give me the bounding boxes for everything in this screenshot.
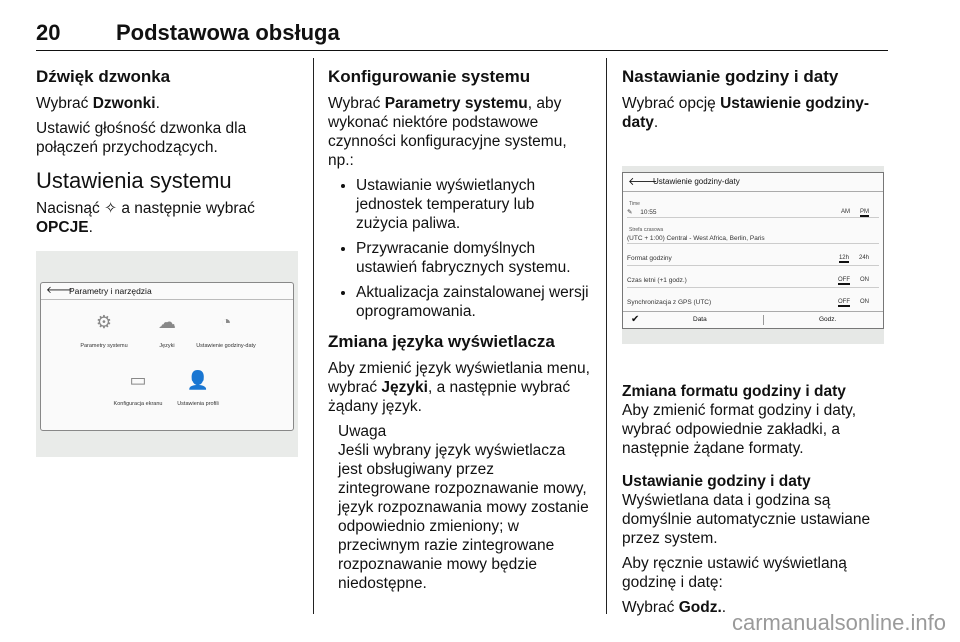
column-2 (328, 66, 590, 593)
back-arrow-icon[interactable]: 🡐 (628, 176, 658, 188)
time-settings-footer (623, 311, 883, 328)
off-option[interactable]: OFF (838, 277, 850, 283)
config-bullet-list (328, 176, 590, 321)
note-box (328, 422, 590, 593)
list-item: • Aktualizacja zainstalowanej wersji oprogramowania. (356, 283, 590, 321)
config-heading: Konfigurowanie systemu (328, 67, 531, 86)
tile-system-parameters[interactable]: ⚙ Parametry systemu (69, 311, 139, 356)
pm-option[interactable]: PM (860, 209, 869, 215)
date-button[interactable]: Data (693, 316, 707, 323)
time-button[interactable]: Godz. (819, 316, 837, 323)
gps-sync-label: Synchronizacja z GPS (UTC) (627, 299, 712, 306)
config-paragraph: Wybrać Parametry systemu, aby wykonać niektóre podstawowe czynności konfiguracyjne systemu, np.: (328, 95, 567, 169)
gps-sync-row[interactable] (627, 293, 879, 309)
screen-icon: ▭ (129, 370, 147, 390)
pencil-icon: ✎ (627, 209, 633, 216)
note-title: Uwaga (338, 423, 387, 440)
tile-screen-configuration[interactable]: ▭ Konfiguracja ekranu (103, 369, 173, 414)
set-time-paragraph-2: Aby ręcznie ustawić wyświetlaną godzinę i datę: (622, 555, 847, 591)
system-settings-heading: Ustawienia systemu (36, 168, 232, 193)
set-time-paragraph-1: Wyświetlana data i godzina są domyślnie automatycznie ustawiane przez system. (622, 492, 871, 547)
time-label: Time (629, 201, 640, 207)
tools-screen-figure (36, 251, 298, 457)
on-option[interactable]: ON (860, 277, 869, 283)
speech-icon: ☁ (158, 312, 176, 332)
tile-profile-settings[interactable]: 👤 Ustawienia profili (163, 369, 233, 414)
tools-screen (40, 282, 294, 431)
page-number: 20 (36, 20, 61, 45)
column-divider (313, 58, 314, 614)
ringtone-paragraph-1: Wybrać Dzwonki. (36, 95, 160, 112)
watermark: carmanualsonline.info (731, 610, 946, 635)
time-settings-title: Ustawienie godziny-daty (653, 177, 740, 186)
set-time-heading: Ustawianie godziny i daty (622, 473, 811, 490)
clock-icon: ◔ (220, 312, 232, 332)
list-item: • Przywracanie domyślnych ustawień fabrycznych systemu. (356, 239, 590, 277)
profile-icon: 👤 (186, 370, 210, 390)
tile-languages[interactable]: ☁ Języki (132, 311, 202, 356)
ringtone-heading: Dźwięk dzwonka (36, 67, 171, 86)
check-icon[interactable]: ✔ (631, 314, 640, 325)
column-3 (622, 66, 884, 623)
column-1 (36, 66, 298, 457)
system-settings-paragraph: Nacisnąć ✧ a następnie wybrać OPCJE. (36, 200, 255, 236)
format-heading: Zmiana formatu godziny i daty (622, 383, 846, 400)
daylight-saving-row[interactable] (627, 271, 879, 288)
time-settings-title-bar (623, 173, 883, 192)
page-title: Podstawowa obsługa (116, 20, 340, 45)
time-format-row[interactable] (627, 249, 879, 266)
time-date-paragraph: Wybrać opcję Ustawienie godziny-daty. (622, 95, 870, 131)
time-date-heading: Nastawianie godziny i daty (622, 67, 839, 86)
time-row[interactable] (627, 203, 879, 218)
time-zone-row[interactable] (627, 229, 879, 244)
tools-title: Parametry i narzędzia (69, 286, 152, 296)
note-text: Jeśli wybrany język wyświetlacza jest obsługiwany przez zintegrowane rozpoznawanie mowy, język rozpoznawania mowy zostanie odpowiednio zmieniony; w przeciwnym razie zintegrowane rozpoznawanie mowy będzie niedostępne. (338, 442, 589, 592)
time-zone-label: Strefa czasowa (629, 227, 664, 233)
off-option[interactable]: OFF (838, 299, 850, 305)
ringtone-paragraph-2: Ustawić głośność dzwonka dla połączeń przychodzących. (36, 120, 247, 156)
settings-gear-icon: ✧ (104, 200, 118, 217)
time-value: 10:55 (640, 209, 657, 216)
tools-title-bar (41, 283, 293, 300)
on-option[interactable]: ON (860, 299, 869, 305)
time-format-label: Format godziny (627, 255, 672, 262)
language-paragraph: Aby zmienić język wyświetlania menu, wybrać Języki, a następnie wybrać żądany język. (328, 360, 590, 415)
language-heading: Zmiana języka wyświetlacza (328, 332, 555, 351)
time-settings-figure (622, 166, 884, 344)
format-paragraph: Aby zmienić format godziny i daty, wybrać odpowiednie zakładki, a następnie żądane formaty. (622, 402, 857, 457)
gears-icon: ⚙ (95, 312, 113, 332)
12h-option[interactable]: 12h (838, 255, 849, 261)
tile-time-date[interactable]: ◔ Ustawienie godziny-daty (191, 311, 261, 356)
time-settings-screen (622, 172, 884, 329)
page-header (36, 18, 888, 51)
24h-option[interactable]: 24h (858, 255, 869, 261)
time-zone-value: (UTC + 1:00) Central - West Africa, Berlin, Paris (627, 235, 765, 242)
list-item: • Ustawianie wyświetlanych jednostek temperatury lub zużycia paliwa. (356, 176, 590, 233)
footer-divider (763, 315, 764, 325)
daylight-saving-label: Czas letni (+1 godz.) (627, 277, 687, 284)
am-option[interactable]: AM (841, 209, 850, 215)
back-arrow-icon[interactable]: 🡐 (46, 285, 73, 296)
column-divider (606, 58, 607, 614)
set-time-paragraph-3: Wybrać Godz.. (622, 599, 727, 616)
